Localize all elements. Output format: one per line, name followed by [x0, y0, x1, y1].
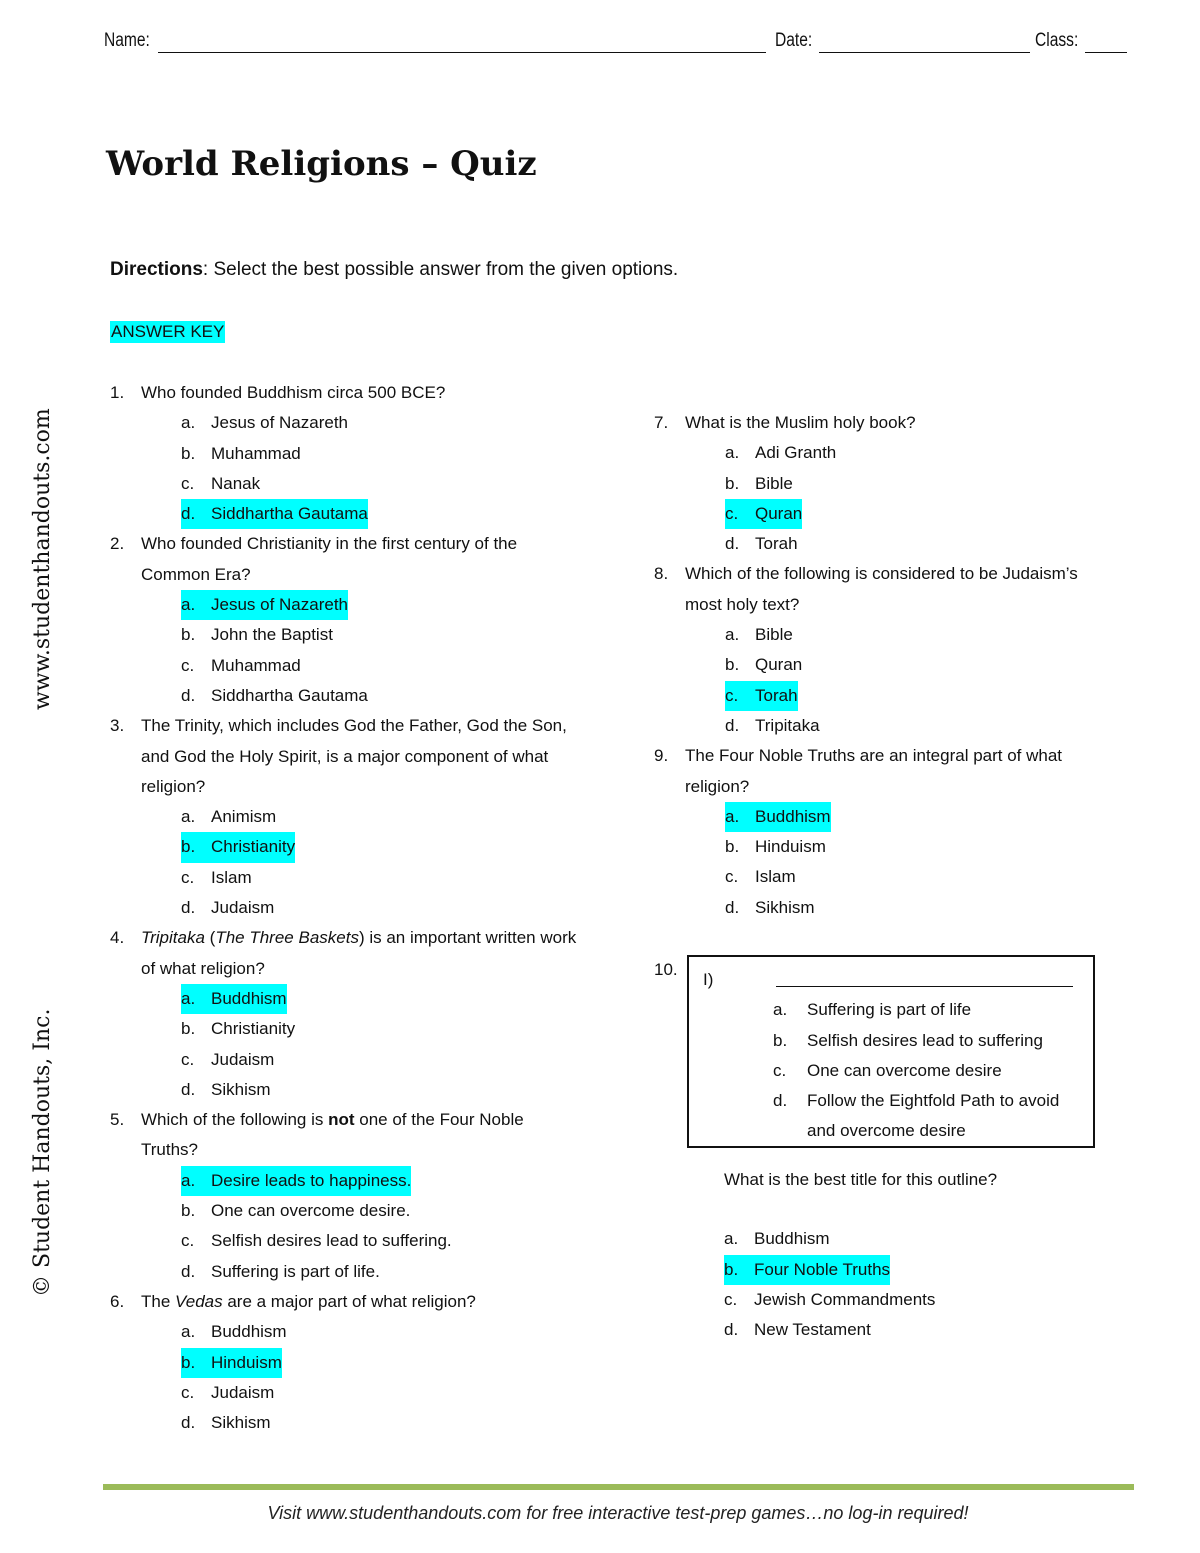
answer-option-wrap	[725, 620, 793, 650]
answer-option[interactable]	[110, 408, 580, 438]
option-letter: d.	[725, 715, 740, 735]
question-text-part: Which of the following is	[141, 1110, 329, 1130]
correct-answer-highlight	[725, 681, 798, 711]
question-number: 8.	[654, 564, 669, 584]
option-text: Islam	[755, 867, 796, 887]
question-10-number: 10.	[654, 960, 678, 979]
option-text: Hinduism	[211, 1352, 282, 1372]
option-letter: d.	[181, 504, 196, 524]
option-text: Sikhism	[755, 897, 815, 917]
option-letter: c.	[181, 473, 195, 493]
option-letter: c.	[181, 655, 195, 675]
option-text: Judaism	[211, 1049, 275, 1069]
option-text: Judaism	[211, 1382, 275, 1402]
answer-option-wrap	[725, 469, 793, 499]
question-number: 3.	[110, 716, 125, 736]
option-letter: b.	[181, 1019, 196, 1039]
option-letter: a.	[181, 413, 196, 433]
option-letter: b.	[725, 655, 740, 675]
question	[110, 711, 580, 802]
option-text: Jewish Commandments	[754, 1289, 936, 1309]
answer-option-wrap	[181, 469, 260, 499]
answer-option-wrap	[181, 1378, 274, 1408]
outline-letter: b.	[773, 1030, 788, 1050]
answer-option-wrap	[181, 439, 301, 469]
option-text: John the Baptist	[211, 625, 333, 645]
outline-text: Follow the Eightfold Path to avoid and overcome desire	[807, 1091, 1060, 1141]
option-text: Muhammad	[211, 443, 301, 463]
correct-answer-highlight	[725, 802, 831, 832]
answer-option-wrap	[725, 650, 802, 680]
option-text: Desire leads to happiness.	[211, 1170, 412, 1190]
option-text: Quran	[755, 503, 803, 523]
sidebar-website: www.studenthandouts.com	[30, 408, 55, 710]
answer-option-wrap	[181, 620, 333, 650]
answer-option-wrap	[181, 1317, 287, 1347]
option-letter: a.	[181, 1322, 196, 1342]
question	[110, 1287, 580, 1317]
answer-option[interactable]	[110, 620, 580, 650]
answer-option[interactable]	[110, 469, 580, 499]
answer-option-wrap	[181, 1014, 295, 1044]
answer-option[interactable]	[110, 681, 580, 711]
answer-option[interactable]	[654, 620, 1094, 650]
question-number: 6.	[110, 1291, 125, 1311]
option-text: Hinduism	[755, 837, 826, 857]
option-letter: b.	[181, 443, 196, 463]
option-text: Buddhism	[211, 1322, 287, 1342]
question	[654, 741, 1094, 802]
option-letter: c.	[725, 503, 739, 523]
answer-option-wrap	[181, 408, 348, 438]
answer-option[interactable]	[654, 802, 1094, 832]
answer-option-wrap	[181, 893, 274, 923]
answer-option[interactable]	[110, 893, 580, 923]
correct-answer-highlight	[181, 984, 287, 1014]
option-text: Sikhism	[211, 1413, 271, 1433]
option-text: Siddhartha Gautama	[211, 504, 368, 524]
question-text-italic: Vedas	[175, 1291, 223, 1311]
answer-option-wrap	[724, 1315, 871, 1345]
option-text: Christianity	[211, 837, 296, 857]
answer-option[interactable]	[724, 1285, 1124, 1315]
question	[654, 408, 1094, 438]
answer-option[interactable]	[110, 984, 580, 1014]
answer-option[interactable]	[110, 1257, 580, 1287]
option-letter: d.	[725, 897, 740, 917]
question-text	[141, 1105, 580, 1166]
option-letter: c.	[181, 1231, 195, 1251]
outline-roman: I)	[703, 970, 714, 989]
question-text-italic: Tripitaka	[141, 928, 205, 948]
answer-option-wrap	[724, 1224, 830, 1254]
answer-option[interactable]	[110, 1196, 580, 1226]
option-letter: a.	[181, 807, 196, 827]
class-field-line[interactable]	[1085, 52, 1127, 53]
option-letter: d.	[725, 534, 740, 554]
correct-answer-highlight	[725, 499, 802, 529]
answer-option-wrap	[725, 893, 815, 923]
answer-option-wrap	[181, 1045, 274, 1075]
correct-answer-highlight	[181, 832, 295, 862]
answer-option[interactable]	[110, 1226, 580, 1256]
question-number: 1.	[110, 383, 125, 402]
correct-answer-highlight	[181, 1348, 282, 1378]
option-letter: a.	[725, 806, 740, 826]
question-text-part: The Trinity, which includes God the Father, God the Son, and God the Holy Spirit, is a major component of what religion?	[141, 716, 567, 796]
outline-letter: d.	[773, 1091, 788, 1111]
option-letter: a.	[181, 595, 196, 615]
question-text	[685, 408, 1094, 438]
outline-letter: c.	[773, 1060, 787, 1080]
option-text: Sikhism	[211, 1079, 271, 1099]
option-text: Torah	[755, 685, 798, 705]
answer-option[interactable]	[110, 439, 580, 469]
answer-option-wrap	[725, 711, 820, 741]
answer-option-wrap	[181, 1408, 271, 1438]
answer-option[interactable]	[110, 1378, 580, 1408]
question-text-part: ) is an important written work of what religion?	[141, 928, 577, 978]
option-letter: c.	[181, 867, 195, 887]
footer-text: Visit www.studenthandouts.com for free interactive test-prep games…no log-in required!	[267, 1503, 969, 1523]
directions-text: : Select the best possible answer from the given options.	[202, 259, 679, 280]
option-letter: b.	[725, 837, 740, 857]
question-text-part: The Four Noble Truths are an integral part of what religion?	[685, 746, 1063, 796]
outline-item	[703, 1026, 1083, 1056]
option-letter: b.	[725, 473, 740, 493]
correct-answer-highlight	[181, 590, 348, 620]
answer-option[interactable]	[110, 1408, 580, 1438]
option-text: Tripitaka	[755, 715, 820, 735]
outline-title-blank	[776, 986, 1073, 987]
question-number: 2.	[110, 534, 125, 554]
answer-option-wrap	[725, 529, 798, 559]
correct-answer-highlight	[181, 499, 368, 529]
question-number: 5.	[110, 1110, 125, 1130]
name-field-line[interactable]	[158, 52, 766, 53]
answer-option[interactable]	[110, 499, 580, 529]
outline-content	[703, 965, 1103, 1147]
option-letter: b.	[181, 837, 196, 857]
answer-option[interactable]	[110, 832, 580, 862]
answer-option[interactable]	[654, 529, 1094, 559]
question-text-part: (	[204, 928, 216, 948]
answer-option-wrap	[181, 1075, 271, 1105]
correct-answer-highlight	[724, 1255, 890, 1285]
question	[110, 1105, 580, 1166]
option-text: Judaism	[211, 898, 275, 918]
answer-option[interactable]	[724, 1315, 1124, 1345]
option-text: Buddhism	[754, 1229, 830, 1249]
option-text: Torah	[755, 534, 798, 554]
answer-option-wrap	[181, 1196, 410, 1226]
answer-option[interactable]	[654, 469, 1094, 499]
directions	[110, 259, 678, 281]
option-letter: b.	[181, 1201, 196, 1221]
answer-option-wrap	[725, 438, 836, 468]
answer-option[interactable]	[654, 681, 1094, 711]
answer-option[interactable]	[724, 1255, 1124, 1285]
answer-option-wrap	[724, 1285, 935, 1315]
answer-option[interactable]	[654, 438, 1094, 468]
option-letter: a.	[724, 1229, 739, 1249]
option-text: New Testament	[754, 1320, 871, 1340]
option-letter: c.	[724, 1289, 738, 1309]
question-text-part: What is the Muslim holy book?	[685, 413, 916, 432]
option-text: Animism	[211, 807, 277, 827]
option-text: Siddhartha Gautama	[211, 685, 368, 705]
question-number: 4.	[110, 928, 125, 948]
option-letter: c.	[725, 685, 739, 705]
answer-option-wrap	[181, 802, 276, 832]
answer-key-badge: ANSWER KEY	[111, 322, 225, 341]
question-10-answers	[724, 1165, 1124, 1345]
option-letter: c.	[181, 1382, 195, 1402]
answer-option[interactable]	[654, 832, 1094, 862]
option-letter: d.	[181, 898, 196, 918]
option-text: Islam	[211, 867, 252, 887]
option-text: Christianity	[211, 1019, 296, 1039]
page-title: World Religions – Quiz	[106, 144, 537, 184]
answer-option[interactable]	[654, 650, 1094, 680]
option-text: Suffering is part of life.	[211, 1261, 380, 1281]
footer-rule	[103, 1484, 1134, 1490]
option-text: One can overcome desire.	[211, 1201, 411, 1221]
option-text: Jesus of Nazareth	[211, 413, 349, 433]
answer-option-wrap	[181, 651, 301, 681]
option-text: Quran	[755, 655, 803, 675]
answer-option[interactable]	[654, 862, 1094, 892]
answer-option-wrap	[181, 1257, 380, 1287]
question-text	[685, 559, 1094, 620]
option-letter: a.	[725, 625, 740, 645]
question-text-part: The	[141, 1291, 176, 1311]
outline-text: Selfish desires lead to suffering	[807, 1030, 1043, 1050]
option-letter: b.	[181, 1352, 196, 1372]
question	[654, 559, 1094, 620]
option-text: Bible	[755, 473, 793, 493]
date-label: Date:	[775, 30, 813, 51]
option-letter: d.	[181, 1079, 196, 1099]
question	[110, 378, 580, 408]
class-label: Class:	[1035, 30, 1079, 51]
answer-option-wrap	[725, 862, 796, 892]
option-letter: c.	[725, 867, 739, 887]
answer-option-wrap	[181, 863, 252, 893]
question-text-part: Who founded Christianity in the first century of the Common Era?	[141, 534, 518, 584]
option-text: Bible	[755, 625, 793, 645]
question-10-prompt: What is the best title for this outline?	[724, 1170, 998, 1189]
question	[110, 529, 580, 590]
option-letter: d.	[724, 1320, 739, 1340]
option-letter: c.	[181, 1049, 195, 1069]
option-letter: b.	[724, 1259, 739, 1279]
question-text-part: Which of the following is considered to be Judaism’s most holy text?	[685, 564, 1078, 614]
question-text	[141, 378, 580, 408]
option-text: Buddhism	[755, 806, 831, 826]
question-text-italic: The Three Baskets	[215, 928, 359, 948]
questions-left-column	[110, 378, 580, 1438]
name-label: Name:	[104, 30, 150, 51]
option-letter: a.	[725, 443, 740, 463]
outline-letter: a.	[773, 1000, 788, 1020]
question-text	[685, 741, 1094, 802]
question-text	[141, 529, 580, 590]
question-number: 7.	[654, 413, 669, 432]
answer-option[interactable]	[110, 863, 580, 893]
answer-option[interactable]	[110, 1075, 580, 1105]
answer-option-wrap	[725, 832, 826, 862]
answer-option[interactable]	[110, 1317, 580, 1347]
outline-text: One can overcome desire	[807, 1060, 1002, 1080]
option-letter: d.	[181, 1261, 196, 1281]
answer-option[interactable]	[110, 1348, 580, 1378]
question-number: 9.	[654, 746, 669, 766]
option-text: Four Noble Truths	[754, 1259, 891, 1279]
question-text-part: one of the Four Noble Truths?	[141, 1110, 524, 1160]
question-text-part: are a major part of what religion?	[222, 1291, 476, 1311]
question-text	[141, 923, 580, 984]
answer-option[interactable]	[110, 1045, 580, 1075]
answer-option[interactable]	[110, 1014, 580, 1044]
date-field-line[interactable]	[819, 52, 1030, 53]
outline-box	[687, 955, 1095, 1148]
option-letter: d.	[181, 685, 196, 705]
sidebar-copyright: © Student Handouts, Inc.	[30, 1008, 55, 1297]
answer-option[interactable]	[110, 651, 580, 681]
option-text: Adi Granth	[755, 443, 837, 463]
question-text-bold: not	[328, 1110, 355, 1130]
question-text-part: Who founded Buddhism circa 500 BCE?	[141, 383, 446, 402]
answer-option-wrap	[181, 1226, 452, 1256]
question-text	[141, 1287, 580, 1317]
option-letter: a.	[181, 988, 196, 1008]
answer-option[interactable]	[110, 802, 580, 832]
option-letter: a.	[181, 1170, 196, 1190]
outline-text: Suffering is part of life	[807, 1000, 972, 1020]
answer-option[interactable]	[654, 893, 1094, 923]
option-text: Buddhism	[211, 988, 287, 1008]
directions-label: Directions	[110, 259, 203, 280]
correct-answer-highlight	[181, 1166, 411, 1196]
question-text	[141, 711, 580, 802]
option-letter: b.	[181, 625, 196, 645]
option-text: Muhammad	[211, 655, 301, 675]
option-text: Jesus of Nazareth	[211, 595, 349, 615]
answer-option[interactable]	[654, 499, 1094, 529]
answer-option[interactable]	[110, 1166, 580, 1196]
option-letter: d.	[181, 1413, 196, 1433]
answer-option[interactable]	[724, 1224, 1124, 1254]
answer-option-wrap	[181, 681, 368, 711]
outline-item	[703, 995, 1083, 1025]
outline-item	[703, 1086, 1083, 1147]
option-text: Nanak	[211, 473, 261, 493]
questions-right-column	[654, 408, 1094, 923]
answer-option[interactable]	[110, 590, 580, 620]
question	[110, 923, 580, 984]
outline-item	[703, 1056, 1083, 1086]
option-text: Selfish desires lead to suffering.	[211, 1231, 452, 1251]
answer-option[interactable]	[654, 711, 1094, 741]
